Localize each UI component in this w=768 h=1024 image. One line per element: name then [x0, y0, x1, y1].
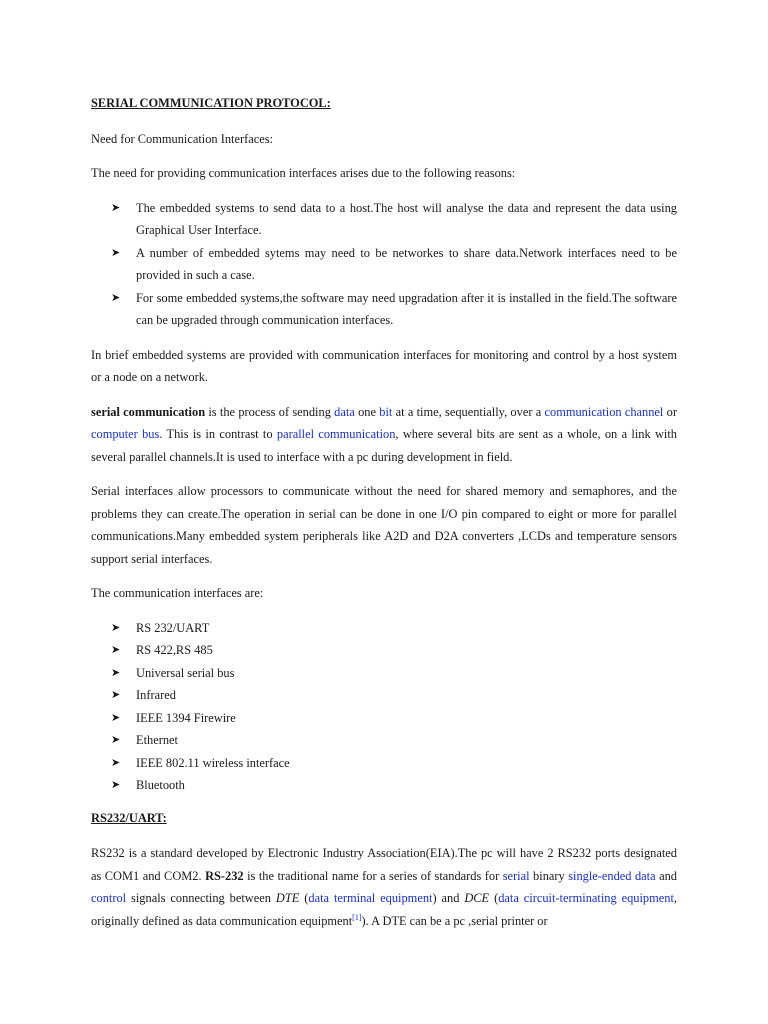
arrow-bullet-icon: ➤ [111, 291, 121, 304]
link-data-terminal-equipment[interactable]: data terminal equipment [308, 891, 433, 905]
arrow-bullet-icon: ➤ [111, 644, 121, 656]
arrow-bullet-icon: ➤ [111, 666, 121, 679]
list-item: ➤ RS 422,RS 485 [91, 639, 677, 662]
arrow-bullet-icon: ➤ [111, 756, 121, 769]
term-serial-communication: serial communication [91, 404, 206, 419]
need-title: Need for Communication Interfaces: [91, 131, 274, 146]
link-communication-channel[interactable]: communication channel [544, 404, 664, 419]
section-heading-serial-protocol: SERIAL COMMUNICATION PROTOCOL: [91, 96, 331, 110]
arrow-bullet-icon: ➤ [111, 689, 121, 701]
list-item: ➤ IEEE 802.11 wireless interface [91, 752, 677, 775]
arrow-bullet-icon: ➤ [111, 711, 121, 724]
link-bit[interactable]: bit [379, 404, 393, 419]
arrow-bullet-icon: ➤ [111, 734, 121, 746]
list-item: ➤ Infrared [91, 684, 677, 707]
link-computer-bus[interactable]: computer bus [91, 427, 160, 441]
reasons-list [91, 197, 677, 332]
arrow-bullet-icon: ➤ [111, 246, 121, 259]
serial-communication-paragraph: serial communication is the process of sending data one bit at a time, sequentially, over a communication channel or computer bus. This is in contrast to parallel communication, where several bits are sent as a whole, on a link with several parallel channels.It is used to interface with a pc during development in field. [91, 404, 677, 464]
list-item: ➤ IEEE 1394 Firewire [91, 707, 677, 730]
section-heading-rs232: RS232/UART: [91, 810, 167, 825]
link-data-circuit-terminating-equipment[interactable]: data circuit-terminating equipment [498, 891, 674, 905]
link-parallel-communication[interactable]: parallel communication [276, 427, 396, 441]
list-item: ➤ Universal serial bus [91, 662, 677, 685]
reasons-intro: The need for providing communication interfaces arises due to the following reasons: [91, 166, 516, 180]
term-dte: DTE [275, 891, 300, 905]
arrow-bullet-icon: ➤ [111, 201, 121, 214]
term-rs232: RS-232 [205, 868, 244, 883]
link-single-ended-data[interactable]: single-ended data [568, 868, 656, 883]
term-dce: DCE [464, 891, 490, 905]
interfaces-intro: The communication interfaces are: [91, 586, 264, 600]
list-item: ➤ Ethernet [91, 729, 677, 752]
list-item: ➤ The embedded systems to send data to a host.The host will analyse the data and represent the data using Graphical User Interface. [91, 197, 677, 242]
serial-interfaces-paragraph: Serial interfaces allow processors to communicate without the need for shared memory and semaphores, and the problems they can create.The operation in serial can be done in one I/O pin compared to eight or more for parallel communications.Many embedded system peripherals like A2D and D2A converters ,LCDs and temperature sensors support serial interfaces. [91, 484, 677, 566]
arrow-bullet-icon: ➤ [111, 779, 121, 791]
arrow-bullet-icon: ➤ [111, 621, 121, 634]
rs232-paragraph: RS232 is a standard developed by Electronic Industry Association(EIA).The pc will have 2 RS232 ports designated as COM1 and COM2. RS-232 is the traditional name for a series of standards for serial binary single-ended data and control signals connecting between DTE (data terminal equipment) and DCE (data circuit-terminating equipment, originally defined as data communication equipment[1]). A DTE can be a pc ,serial printer or [91, 846, 678, 928]
list-item: ➤ A number of embedded sytems may need to be networkes to share data.Network interfaces need to be provided in such a case. [91, 242, 677, 287]
brief-paragraph: In brief embedded systems are provided with communication interfaces for monitoring and control by a host system or a node on a network. [91, 347, 677, 384]
list-item: ➤ Bluetooth [91, 774, 677, 797]
interfaces-list [91, 617, 677, 797]
link-control[interactable]: control [91, 891, 127, 905]
list-item: ➤ For some embedded systems,the software may need upgradation after it is installed in the field.The software can be upgraded through communication interfaces. [91, 287, 677, 332]
list-item: ➤ RS 232/UART [91, 617, 677, 640]
link-data[interactable]: data [334, 404, 355, 419]
link-serial[interactable]: serial [502, 868, 530, 883]
citation-link[interactable]: [1] [352, 912, 362, 922]
